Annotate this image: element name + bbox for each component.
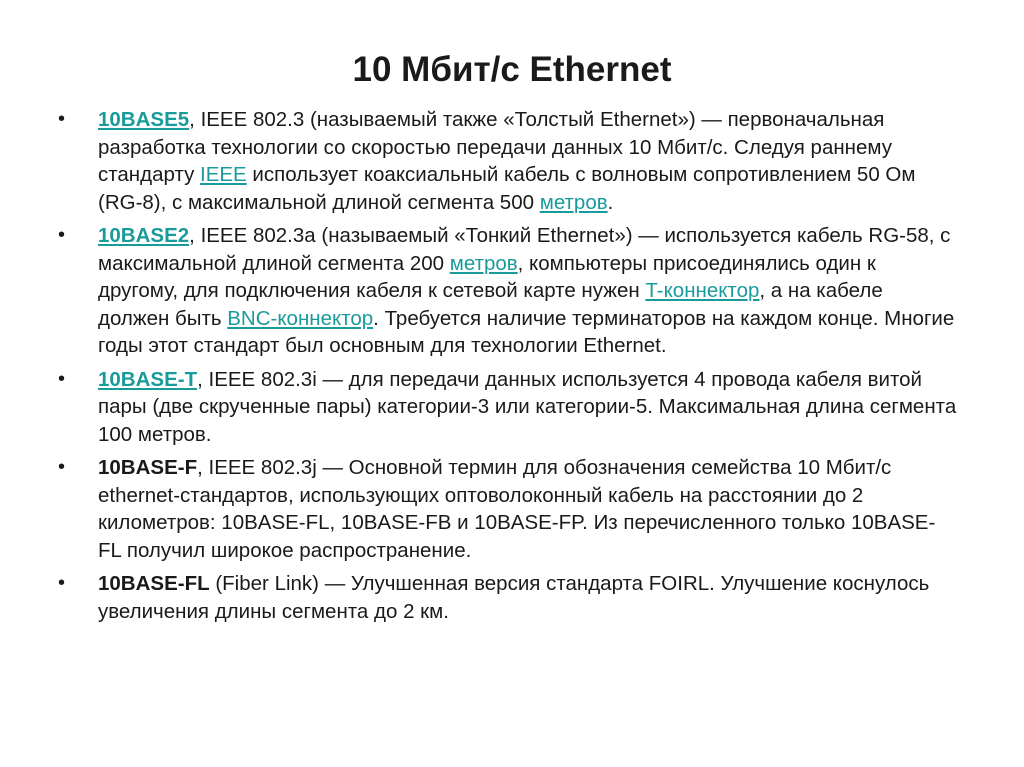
item-text: .	[607, 190, 614, 214]
term-10base-fl: 10BASE-FL	[98, 572, 210, 595]
list-item-10base2	[58, 222, 958, 360]
link-meters[interactable]: метров	[539, 190, 608, 214]
link-ieee[interactable]: IEEE	[200, 163, 247, 186]
link-10base-t[interactable]: 10BASE-T	[98, 367, 198, 391]
bullet-dot-icon: •	[58, 456, 66, 478]
item-text: , IEEE 802.3i — для передачи данных используется 4 провода кабеля витой пары (две скрученные пары) категории-3 или категории-5. Максимальная длина сегмента 100 метров.	[98, 367, 957, 446]
bullet-dot-icon: •	[58, 367, 66, 390]
bullet-dot-icon: •	[58, 108, 66, 130]
list-item-10base5	[58, 106, 958, 216]
item-text: , IEEE 802.3a (называемый «Тонкий Ethernet») — используется кабель RG-58, с максимальной длиной сегмента 200	[98, 224, 951, 275]
page-title: 10 Мбит/с Ethernet	[352, 50, 672, 89]
link-t-connector[interactable]: T-коннектор	[645, 279, 760, 302]
link-10base2[interactable]: 10BASE2	[98, 224, 190, 247]
list-item-10base-t	[58, 366, 958, 449]
item-text: использует коаксиальный кабель с волновым сопротивлением 50 Ом (RG-8), с максимальной длиной сегмента 500	[98, 163, 916, 214]
bullet-dot-icon: •	[58, 572, 66, 594]
item-text: , а на кабеле должен быть	[98, 279, 883, 330]
item-text: , компьютеры присоединялись один к другому, для подключения кабеля к сетевой карте нужен	[98, 251, 876, 302]
link-meters[interactable]: метров	[449, 251, 518, 275]
list-item-10base-fl	[58, 570, 958, 625]
term-10base-f: 10BASE-F	[98, 456, 198, 479]
item-text: (Fiber Link) — Улучшенная версия стандарта FOIRL. Улучшение коснулось увеличения длины сегмента до 2 км.	[98, 572, 930, 623]
link-10base5[interactable]: 10BASE5	[98, 108, 190, 131]
item-text: , IEEE 802.3j — Основной термин для обозначения семейства 10 Мбит/с ethernet-стандартов, использующих оптоволоконный кабель на расстоянии до 2 километров: 10BASE-FL, 10BASE-FB и 10BASE-FP. Из перечисленного только 10BASE-FL получил широкое распространение.	[98, 456, 936, 562]
link-bnc-connector[interactable]: BNC-коннектор	[227, 306, 374, 330]
bullet-dot-icon: •	[58, 224, 66, 246]
item-text: , IEEE 802.3 (называемый также «Толстый Ethernet») — первоначальная разработка технологии со скоростью передачи данных 10 Мбит/с. Следуя раннему стандарту	[98, 108, 892, 186]
list-item-10base-f	[58, 454, 958, 564]
bullet-list	[58, 106, 958, 631]
item-text: . Требуется наличие терминаторов на каждом конце. Многие годы этот стандарт был основным для технологии Ethernet.	[98, 306, 955, 357]
